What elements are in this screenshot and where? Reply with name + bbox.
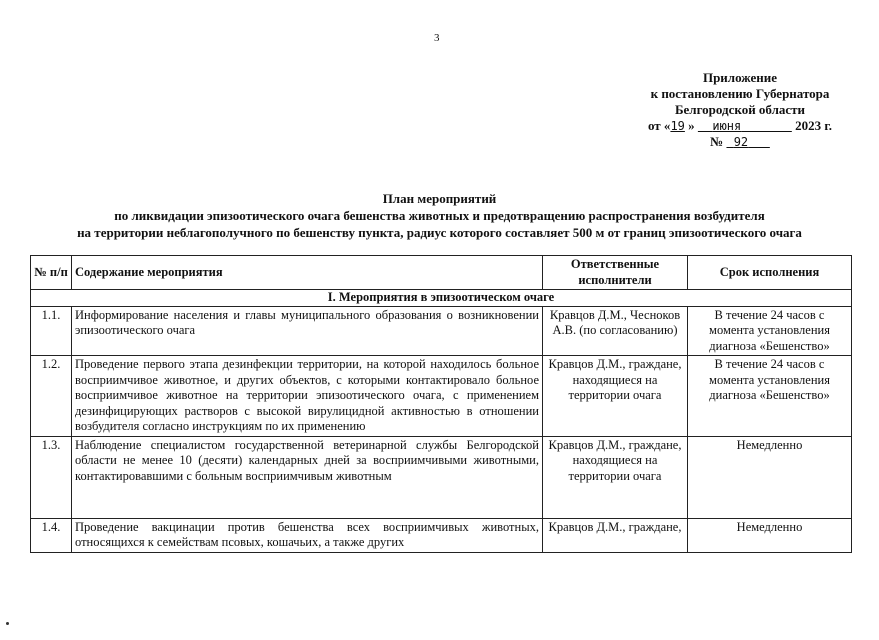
table-row (31, 436, 852, 518)
appendix-decree: к постановлению Губернатора (650, 86, 830, 101)
appendix-month: июня (712, 119, 742, 133)
row-deadline: Немедленно (688, 518, 852, 552)
appendix-number: № 92 (620, 134, 860, 150)
table-header-row (31, 256, 852, 290)
row-content: Информирование населения и главы муниципального образования о возникновении эпизоотического очага (72, 306, 543, 356)
header-responsible: Ответственные исполнители (543, 256, 688, 290)
row-content: Проведение первого этапа дезинфекции территории, на которой находилось больное восприимчивое животное, и других объектов, с которыми контактировало больное восприимчивое животное на территории эпизоотического очага, с применением дезинфицирующих растворов с высокой вирулицидной активностью в отношении возбудителя согласно инструкциям по их применению (72, 356, 543, 437)
row-deadline: В течение 24 часов с момента установления диагноза «Бешенство» (688, 306, 852, 356)
header-num: № п/п (31, 256, 72, 290)
section-title: I. Мероприятия в эпизоотическом очаге (31, 290, 852, 307)
appendix-year: 2023 г. (795, 118, 833, 133)
row-num: 1.3. (31, 436, 72, 518)
title-line-2: по ликвидации эпизоотического очага бешенства животных и предотвращению распространения возбудителя (114, 208, 765, 223)
appendix-label: Приложение (702, 70, 778, 85)
measures-table (30, 255, 852, 553)
appendix-day: 19 (670, 119, 685, 133)
row-content: Наблюдение специалистом государственной ветеринарной службы Белгородской области не менее 10 (десяти) календарных дней за восприимчивыми животными, контактировавшими с больным восприимчивым животным (72, 436, 543, 518)
row-deadline: Немедленно (688, 436, 852, 518)
title-line-1: План мероприятий (382, 191, 497, 206)
table-row (31, 356, 852, 437)
header-content: Содержание мероприятия (72, 256, 543, 290)
row-num: 1.4. (31, 518, 72, 552)
header-deadline: Срок исполнения (688, 256, 852, 290)
row-deadline: В течение 24 часов с момента установления диагноза «Бешенство» (688, 356, 852, 437)
row-responsible: Кравцов Д.М., граждане, находящиеся на территории очага (543, 356, 688, 437)
row-num: 1.1. (31, 306, 72, 356)
appendix-block (620, 70, 860, 150)
appendix-date: от «19 » июня 2023 г. (647, 118, 833, 133)
row-content: Проведение вакцинации против бешенства всех восприимчивых животных, относящихся к семействам псовых, кошачьих, а также других (72, 518, 543, 552)
row-responsible: Кравцов Д.М., Чесноков А.В. (по согласованию) (543, 306, 688, 356)
section-row (31, 290, 852, 307)
page-number: 3 (434, 32, 440, 44)
scan-speck (6, 622, 9, 625)
document-title (0, 190, 879, 241)
row-responsible: Кравцов Д.М., граждане, находящиеся на территории очага (543, 436, 688, 518)
appendix-region: Белгородской области (674, 102, 806, 117)
appendix-number-value: 92 (733, 135, 749, 149)
row-num: 1.2. (31, 356, 72, 437)
row-responsible: Кравцов Д.М., граждане, (543, 518, 688, 552)
table-row (31, 306, 852, 356)
table-row (31, 518, 852, 552)
title-line-3: на территории неблагополучного по бешенству пункта, радиус которого составляет 500 м от границ эпизоотического очага (77, 225, 802, 240)
